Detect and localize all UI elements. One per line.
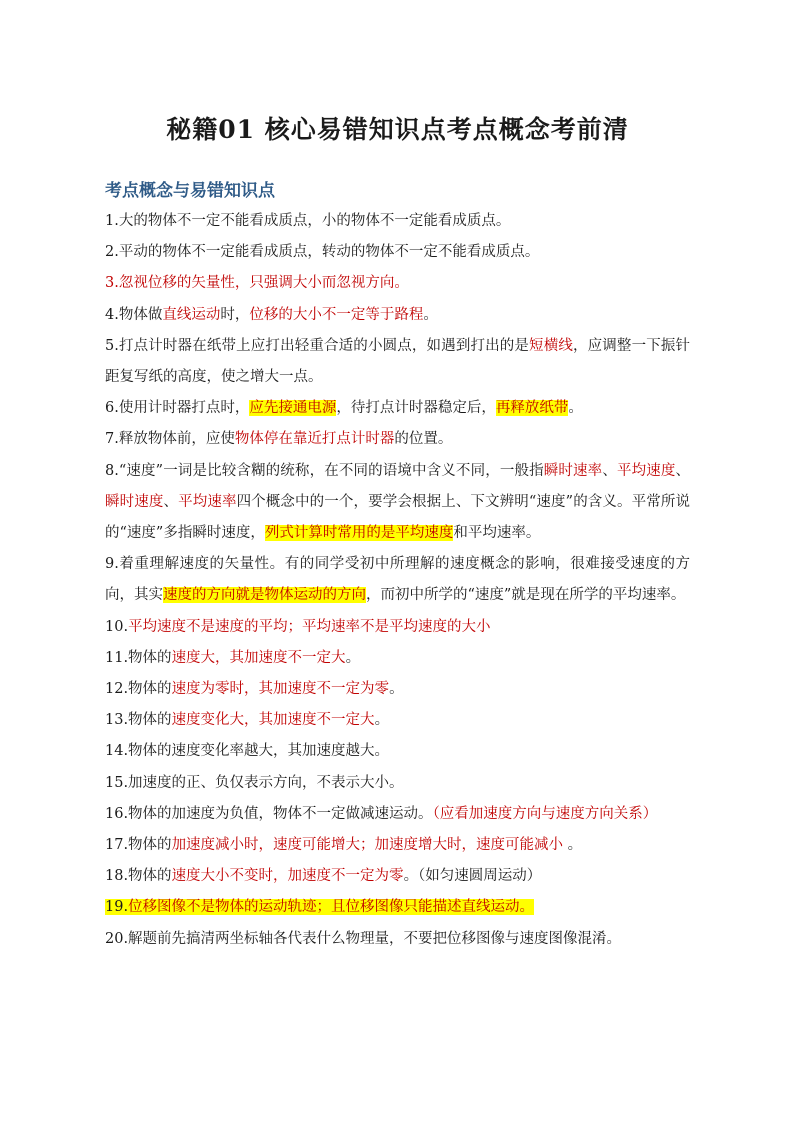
list-item: [105, 892, 690, 923]
list-item: [105, 643, 690, 674]
item-text-segment: 、: [675, 462, 690, 479]
list-item: [105, 612, 690, 643]
item-text-segment: ，而初中所学的“速度”就是现在所学的平均速率。: [366, 587, 686, 604]
list-item: [105, 768, 690, 799]
list-item: [105, 268, 690, 299]
item-text-segment: 平均速度不是速度的平均；平均速率不是平均速度的大小: [128, 618, 491, 635]
list-item: [105, 456, 690, 550]
item-text-segment: 14.物体的速度变化率越大，其加速度越大。: [105, 743, 390, 760]
item-text-segment: 速度的方向就是物体运动的方向: [163, 587, 366, 604]
list-item: [105, 830, 690, 861]
item-text-segment: 列式计算时常用的是平均速度: [264, 525, 454, 542]
item-text-segment: 。: [423, 306, 438, 323]
item-text-segment: 再释放纸带: [495, 400, 569, 417]
item-text-segment: 速度大小不变时，加速度不一定为零: [171, 868, 404, 885]
item-text-segment: 。: [389, 681, 404, 698]
item-text-segment: 8.“速度”一词是比较含糊的统称，在不同的语境中含义不同，一般指: [105, 462, 544, 479]
item-text-segment: 直线运动: [162, 306, 221, 323]
item-text-segment: 12.物体的: [105, 681, 172, 698]
item-text-segment: 和平均速率。: [453, 525, 541, 542]
page-title: 秘籍01 核心易错知识点考点概念考前清: [166, 115, 629, 144]
item-text-segment: 13.物体的: [105, 712, 172, 729]
item-text-segment: 速度变化大，其加速度不一定大: [171, 712, 375, 729]
item-text-segment: 。: [568, 400, 583, 417]
item-text-segment: 。: [563, 837, 583, 854]
item-text-segment: 9.着重理解速度的矢量性。有的同学受初中所理解的速度概念的影响，很难接受速度的方向，其实: [105, 556, 690, 604]
item-text-segment: 瞬时速度: [105, 493, 164, 510]
item-text-segment: 16.物体的加速度为负值，物体不一定做减速运动。: [105, 805, 433, 822]
item-text-segment: 15.加速度的正、负仅表示方向，不表示大小。: [105, 774, 404, 791]
list-item: [105, 799, 690, 830]
item-text-segment: 时，: [220, 306, 250, 323]
item-text-segment: 6.使用计时器打点时，: [105, 400, 250, 417]
item-text-segment: 位移图像不是物体的运动轨迹；且位移图像只能描述直线运动。: [128, 899, 535, 916]
knowledge-point-list: [105, 206, 690, 955]
list-item: [105, 424, 690, 455]
list-item: [105, 331, 690, 393]
item-text-segment: 加速度减小时，速度可能增大；加速度增大时，速度可能减小: [171, 837, 564, 854]
item-text-segment: 2.平动的物体不一定能看成质点，转动的物体不一定不能看成质点。: [105, 244, 540, 261]
item-text-segment: 4.物体做: [105, 306, 163, 323]
item-text-segment: 7.释放物体前，应使: [105, 431, 235, 448]
item-text-segment: 速度为零时，其加速度不一定为零: [171, 681, 390, 698]
item-text-segment: 1.大的物体不一定不能看成质点，小的物体不一定能看成质点。: [105, 213, 511, 229]
list-item: [105, 237, 690, 268]
section-heading: 考点概念与易错知识点: [105, 181, 275, 201]
item-text-segment: 20.解题前先搞清两坐标轴各代表什么物理量，不要把位移图像与速度图像混淆。: [105, 930, 622, 947]
list-item: [105, 674, 690, 705]
list-item: [105, 300, 690, 331]
list-item: [105, 924, 690, 955]
item-text-segment: 速度大，其加速度不一定大: [171, 649, 346, 666]
item-text-segment: 、: [163, 493, 179, 510]
item-text-segment: 3.忽视位移的矢量性，只强调大小而忽视方向。: [105, 275, 409, 292]
list-item: [105, 861, 690, 892]
item-text-segment: ，待打点计时器稳定后，: [336, 400, 496, 417]
item-text-segment: 。: [345, 649, 361, 666]
item-text-segment: 位移的大小不一定等于路程: [249, 306, 424, 323]
item-text-segment: 5.打点计时器在纸带上应打出轻重合适的小圆点，如遇到打出的是: [105, 337, 530, 354]
list-item: [105, 736, 690, 767]
item-text-segment: 18.物体的: [105, 868, 172, 885]
list-item: [105, 705, 690, 736]
item-text-segment: ，应调整一下振针距复写纸的高度，使之增大一点。: [105, 337, 690, 386]
item-text-segment: 10.: [105, 618, 129, 635]
item-text-segment: 瞬时速率: [543, 462, 603, 479]
item-text-segment: 17.物体的: [105, 837, 172, 854]
item-text-segment: 应先接通电源: [249, 400, 337, 417]
list-item: [105, 549, 690, 611]
list-item: [105, 206, 690, 237]
item-text-segment: 的位置。: [394, 431, 453, 448]
item-text-segment: 平均速度: [616, 462, 676, 479]
item-text-segment: 。（如匀速圆周运动）: [403, 868, 542, 885]
item-text-segment: 物体停在靠近打点计时器: [234, 431, 395, 448]
list-item: [105, 393, 690, 424]
item-text-segment: 平均速率: [178, 493, 237, 510]
item-text-segment: 四个概念中的一个，要学会根据上、下文辨明“速度”的含义。平常所说的“速度”多指瞬时速度，: [105, 493, 691, 542]
item-text-segment: （应看加速度方向与速度方向关系）: [432, 805, 658, 822]
item-text-segment: 短横线: [529, 337, 573, 354]
item-text-segment: 、: [602, 462, 617, 479]
item-text-segment: 11.物体的: [105, 649, 172, 666]
item-text-segment: 19.: [105, 899, 129, 916]
item-text-segment: 。: [374, 712, 390, 729]
